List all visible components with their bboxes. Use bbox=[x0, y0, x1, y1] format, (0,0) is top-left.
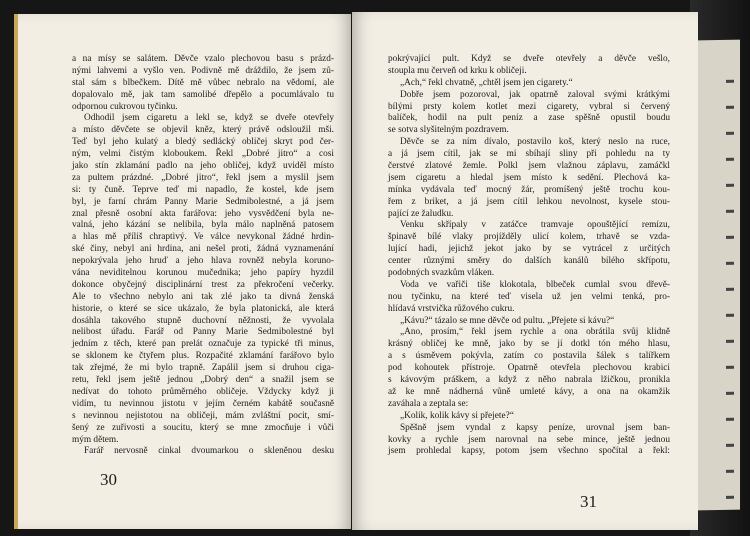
text-line: Děvče se za ním dívalo, postavilo koš, který neslo na ruce, bbox=[400, 137, 670, 148]
edge-text-mark bbox=[726, 184, 734, 187]
adjacent-page-edge bbox=[698, 40, 740, 511]
text-line: a hlas mě příliš chraptivý. Ve válce nevykonal žádné hrdin- bbox=[72, 232, 334, 243]
text-line: byl, je farní chrám Panny Marie Sedmibolestné, a já jsem bbox=[72, 196, 334, 207]
text-line: čerstvé zlatové žemle. Polkl jsem vlažnou záplavu, zamáčkl bbox=[388, 161, 670, 172]
text-line: s kávovým práškem, a když z něho nabrala lžičkou, pronikla bbox=[388, 375, 670, 386]
text-line: se sotva slyšitelným pozdravem. bbox=[388, 125, 509, 136]
edge-text-mark bbox=[726, 314, 734, 317]
edge-text-mark bbox=[726, 340, 734, 343]
text-line: podobných svazkům vláken. bbox=[388, 268, 495, 279]
edge-text-mark bbox=[726, 418, 734, 421]
text-line: zaváhala a zeptala se: bbox=[388, 398, 469, 409]
book-cover-edge bbox=[14, 14, 18, 529]
text-line: dopalovalo mě, jak tam samolibé dřepělo a pocumlávalo tu bbox=[72, 89, 334, 100]
text-line: nelibost úřadu. Farář od Panny Marie Sedmibolestné byl bbox=[72, 327, 334, 338]
text-line: a místo děvčete se objevil kněz, který právě odsloužil mši. bbox=[72, 125, 334, 136]
edge-text-mark bbox=[726, 236, 734, 239]
edge-text-mark bbox=[726, 444, 734, 447]
text-line: Spěšně jsem vyndal z kapsy peníze, urovnal jsem ban- bbox=[400, 422, 670, 433]
text-line: vána neviditelnou korunou mučednika; jeho papíry hyzdil bbox=[72, 268, 334, 279]
text-line: tak zřejmé, že mi bylo trapně. Zapálil jsem si druhou ciga- bbox=[72, 363, 334, 374]
edge-text-mark bbox=[726, 210, 734, 213]
text-line: balíček, hodil na pult peníz a zase spěšně opustil boudu bbox=[388, 113, 670, 124]
edge-text-mark bbox=[726, 262, 734, 265]
edge-text-mark bbox=[726, 80, 734, 83]
edge-text-mark bbox=[726, 158, 734, 161]
edge-text-mark bbox=[726, 496, 734, 499]
text-line: center různými směry do dalších kanálů bílého skřípotu, bbox=[388, 256, 670, 267]
text-line: pod kohoutek přístroje. Opatrně otevřela plechovou krabici bbox=[388, 363, 670, 374]
text-line: pokrývající pult. Když se dveře otevřely a děvče vešlo, bbox=[388, 54, 670, 64]
text-line: Odhodil jsem cigaretu a lekl se, když se dveře otevřely bbox=[84, 113, 334, 124]
text-line: dosáhla takového stupně duchovní něžnosti, že vyvolala bbox=[72, 315, 334, 326]
right-page-text bbox=[388, 54, 670, 458]
text-line: „Kolik, kolik kávy si přejete?“ bbox=[400, 410, 514, 421]
edge-text-mark bbox=[726, 392, 734, 395]
text-line: nými lahvemi a vyšlo ven. Podivně mě dráždilo, že jsem zů- bbox=[72, 65, 334, 76]
text-line: a s úsměvem pokývla, zatím co postavila šálek s talířkem bbox=[388, 351, 670, 362]
text-line: znal přesně osobní akta farářova: jeho vysvědčení byla ne- bbox=[72, 208, 334, 219]
text-line: pající ze žaludku. bbox=[388, 208, 454, 219]
text-line: za pultem prázdné. „Dobré jitro“, řekl jsem a myslil jsem bbox=[72, 172, 334, 183]
right-page-number: 31 bbox=[580, 492, 597, 511]
text-line: a na mísy se salátem. Děvče vzalo plechovou basu s prázd- bbox=[72, 54, 334, 64]
text-line: Dobře jsem pozoroval, jak opatrně zaloval svými krátkými bbox=[400, 89, 670, 100]
text-line: jedním z těch, které pan prelát označuje za typické tři minus, bbox=[72, 339, 334, 350]
text-line: se sklonem ke čtyřem plus. Rozpačité zklamání farářovo bylo bbox=[72, 351, 334, 362]
edge-text-mark bbox=[726, 288, 734, 291]
left-page bbox=[14, 14, 351, 529]
text-line: šený ze zuřivosti a soucitu, který se mne zmocňuje i vůči bbox=[72, 422, 334, 433]
text-line: nou tyčinku, na které teď visela už jen velmi tenká, pro- bbox=[388, 291, 670, 302]
text-line: lující hadi, jejichž jekot jako by se vytrácel z určitých bbox=[388, 244, 670, 255]
text-line: dokonce obyčejný disciplinární trest za překročení večerky. bbox=[72, 279, 334, 290]
edge-text-mark bbox=[726, 132, 734, 135]
text-line: hlídavá vrstvička růžového cukru. bbox=[388, 303, 515, 314]
text-line: stoupla mu červeň od krku k obličeji. bbox=[388, 65, 527, 76]
edge-text-mark bbox=[726, 366, 734, 369]
text-line: „Ach,“ řekl chvatně, „chtěl jsem jen cigarety.“ bbox=[400, 77, 573, 88]
text-line: nedívat do tohoto průměrného obličeje. Vždycky když ji bbox=[72, 386, 334, 397]
text-line: retu, řekl jsem ještě jednou „Dobrý den“ a snažil jsem se bbox=[72, 375, 334, 386]
left-page-number: 30 bbox=[100, 470, 117, 489]
text-line: „Ano, prosím,“ řekl jsem rychle a ona obrátila svůj klidně bbox=[400, 327, 670, 338]
edge-text-mark bbox=[726, 106, 734, 109]
text-line: bílými prsty kolem kotlet mezi cigarety, vybral si červený bbox=[388, 101, 670, 112]
text-line: Farář nervosně cinkal dvoumarkou o skleněnou desku bbox=[84, 446, 334, 457]
text-line: „Kávu?“ tázalo se mne děvče od pultu. „Přejete si kávu?“ bbox=[400, 315, 615, 326]
text-line: jsem cigaretu a hledal jsem místo k sedění. Plechová ka- bbox=[388, 172, 670, 183]
text-line: a já jsem cítil, jak se mi sbíhají sliny při pohledu na ty bbox=[388, 149, 670, 160]
text-line: si: ty čuně. Teprve teď mi napadlo, že kostel, kde jsem bbox=[72, 184, 334, 195]
text-line: Voda ve vařiči tiše klokotala, blbeček cumlal svou dřevě- bbox=[400, 279, 670, 290]
text-line: jako stín zklamání padlo na jeho obličej, když uviděl místo bbox=[72, 161, 334, 172]
text-line: valná, jeho kázání se nelíbila, byla málo naplněná patosem bbox=[72, 220, 334, 231]
text-line: ské činy, nebyl ani hrdina, ani nešel proti, žádná vyznamenání bbox=[72, 244, 334, 255]
text-line: až ke mně nádherná vůně umleté kávy, a ona na okamžik bbox=[388, 386, 670, 397]
text-line: mým dětem. bbox=[72, 434, 119, 445]
edge-text-mark bbox=[726, 470, 734, 473]
text-line: odpornou cukrovou tyčinku. bbox=[72, 101, 178, 112]
text-line: mínka vydávala teď mocný žár, promíšený ještě trochu kou- bbox=[388, 184, 670, 195]
text-line: jsem prohledal kapsy, potom jsem všechno spočítal a řekl: bbox=[388, 446, 670, 457]
text-line: nepokrývala jeho hruď a jeho hlava rovněž nebyla koruno- bbox=[72, 256, 334, 267]
text-line: kovky a rychle jsem narovnal na sebe mince, ještě jednou bbox=[388, 434, 670, 445]
text-line: řem z briket, a já jsem cítil lehkou nevolnost, kysele stou- bbox=[388, 196, 670, 207]
text-line: Venku skřípaly v zatáčce tramvaje opouštějící remízu, bbox=[400, 220, 670, 231]
text-line: historie, o které se sice ukázalo, že byla platonická, ale která bbox=[72, 303, 334, 314]
text-line: stal sám s blbečkem. Dítě mě vůbec nebralo na vědomí, ale bbox=[72, 77, 334, 88]
text-line: s nevinnou nejistotou na obličeji, mám zvláštní pocit, smí- bbox=[72, 410, 334, 421]
text-line: krásný obličej ke mně, jako by se jí dotkl tón mého hlasu, bbox=[388, 339, 670, 350]
text-line: vidím, tu nevinnou jistotu v jejím černém kabátě současně bbox=[72, 398, 334, 409]
text-line: Ale to všechno nebylo ani tak zlé jako ta divná ženská bbox=[72, 291, 334, 302]
text-line: špinavě bílé vlaky projížděly ulicí kolem, trhavě se vzda- bbox=[388, 232, 670, 243]
text-line: ným, velmi čistým kloboukem. Řekl „Dobré jitro“ a cosi bbox=[72, 149, 334, 160]
left-page-text bbox=[72, 54, 334, 458]
right-page bbox=[352, 12, 698, 530]
text-line: Teď byl jeho kulatý a bledý sedlácký obličej skryt pod čer- bbox=[72, 137, 334, 148]
